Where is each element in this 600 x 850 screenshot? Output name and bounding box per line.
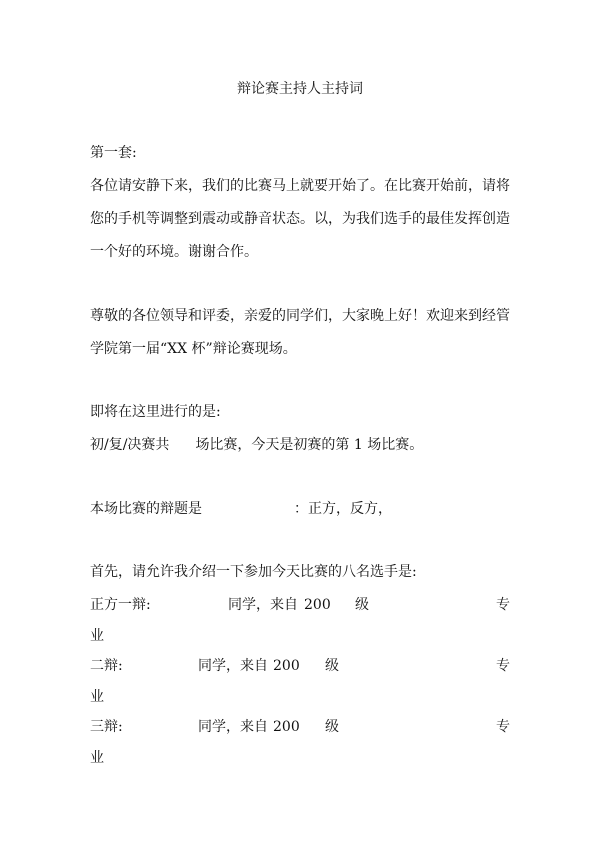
contestant-year-2: 200 <box>273 658 300 674</box>
paragraph-2-line-2: 学院第一届“XX 杯”辩论赛现场。 <box>90 341 297 357</box>
contestant-student-1: 同学，来自 <box>228 597 298 613</box>
topic-prefix: 本场比赛的辩题是 <box>90 501 202 517</box>
paragraph-1-line-3: 一个好的环境。谢谢合作。 <box>90 244 258 260</box>
contestant-role-3: 三辩: <box>90 719 123 735</box>
rounds-prefix: 初/复/决赛共 <box>90 437 170 453</box>
paragraph-1-line-1: 各位请安静下来，我们的比赛马上就要开始了。在比赛开始前，请将 <box>90 178 510 194</box>
topic-suffix: ：正方，反方， <box>294 501 392 517</box>
contestant-major-2a: 专 <box>496 658 510 674</box>
contestant-major-3a: 专 <box>496 719 510 735</box>
document-title: 辩论赛主持人主持词 <box>237 81 363 97</box>
contestant-student-3: 同学，来自 <box>198 719 268 735</box>
contestant-role-2: 二辩: <box>90 658 123 674</box>
contestant-year-1: 200 <box>304 597 331 613</box>
contestant-year-3: 200 <box>273 719 300 735</box>
contestant-major-1b: 业 <box>90 628 104 644</box>
contestants-intro: 首先，请允许我介绍一下参加今天比赛的八名选手是: <box>90 564 417 580</box>
contestant-grade-1: 级 <box>355 597 369 613</box>
section-label: 第一套: <box>90 145 137 161</box>
contestant-grade-3: 级 <box>325 719 339 735</box>
paragraph-3-line-2 <box>90 435 423 455</box>
contestant-major-2b: 业 <box>90 689 104 705</box>
rounds-suffix: 场比赛，今天是初赛的第 1 场比赛。 <box>195 437 424 453</box>
paragraph-2-line-1: 尊敬的各位领导和评委，亲爱的同学们，大家晚上好！欢迎来到经管 <box>90 308 510 324</box>
paragraph-1-line-2: 您的手机等调整到震动或静音状态。以，为我们选手的最佳发挥创造 <box>90 211 510 227</box>
contestant-major-3b: 业 <box>90 750 104 766</box>
contestant-grade-2: 级 <box>325 658 339 674</box>
contestant-role-1: 正方一辩: <box>90 597 151 613</box>
paragraph-3-line-1: 即将在这里进行的是: <box>90 404 221 420</box>
contestant-major-1a: 专 <box>496 597 510 613</box>
contestant-student-2: 同学，来自 <box>198 658 268 674</box>
debate-topic-line <box>90 499 392 519</box>
